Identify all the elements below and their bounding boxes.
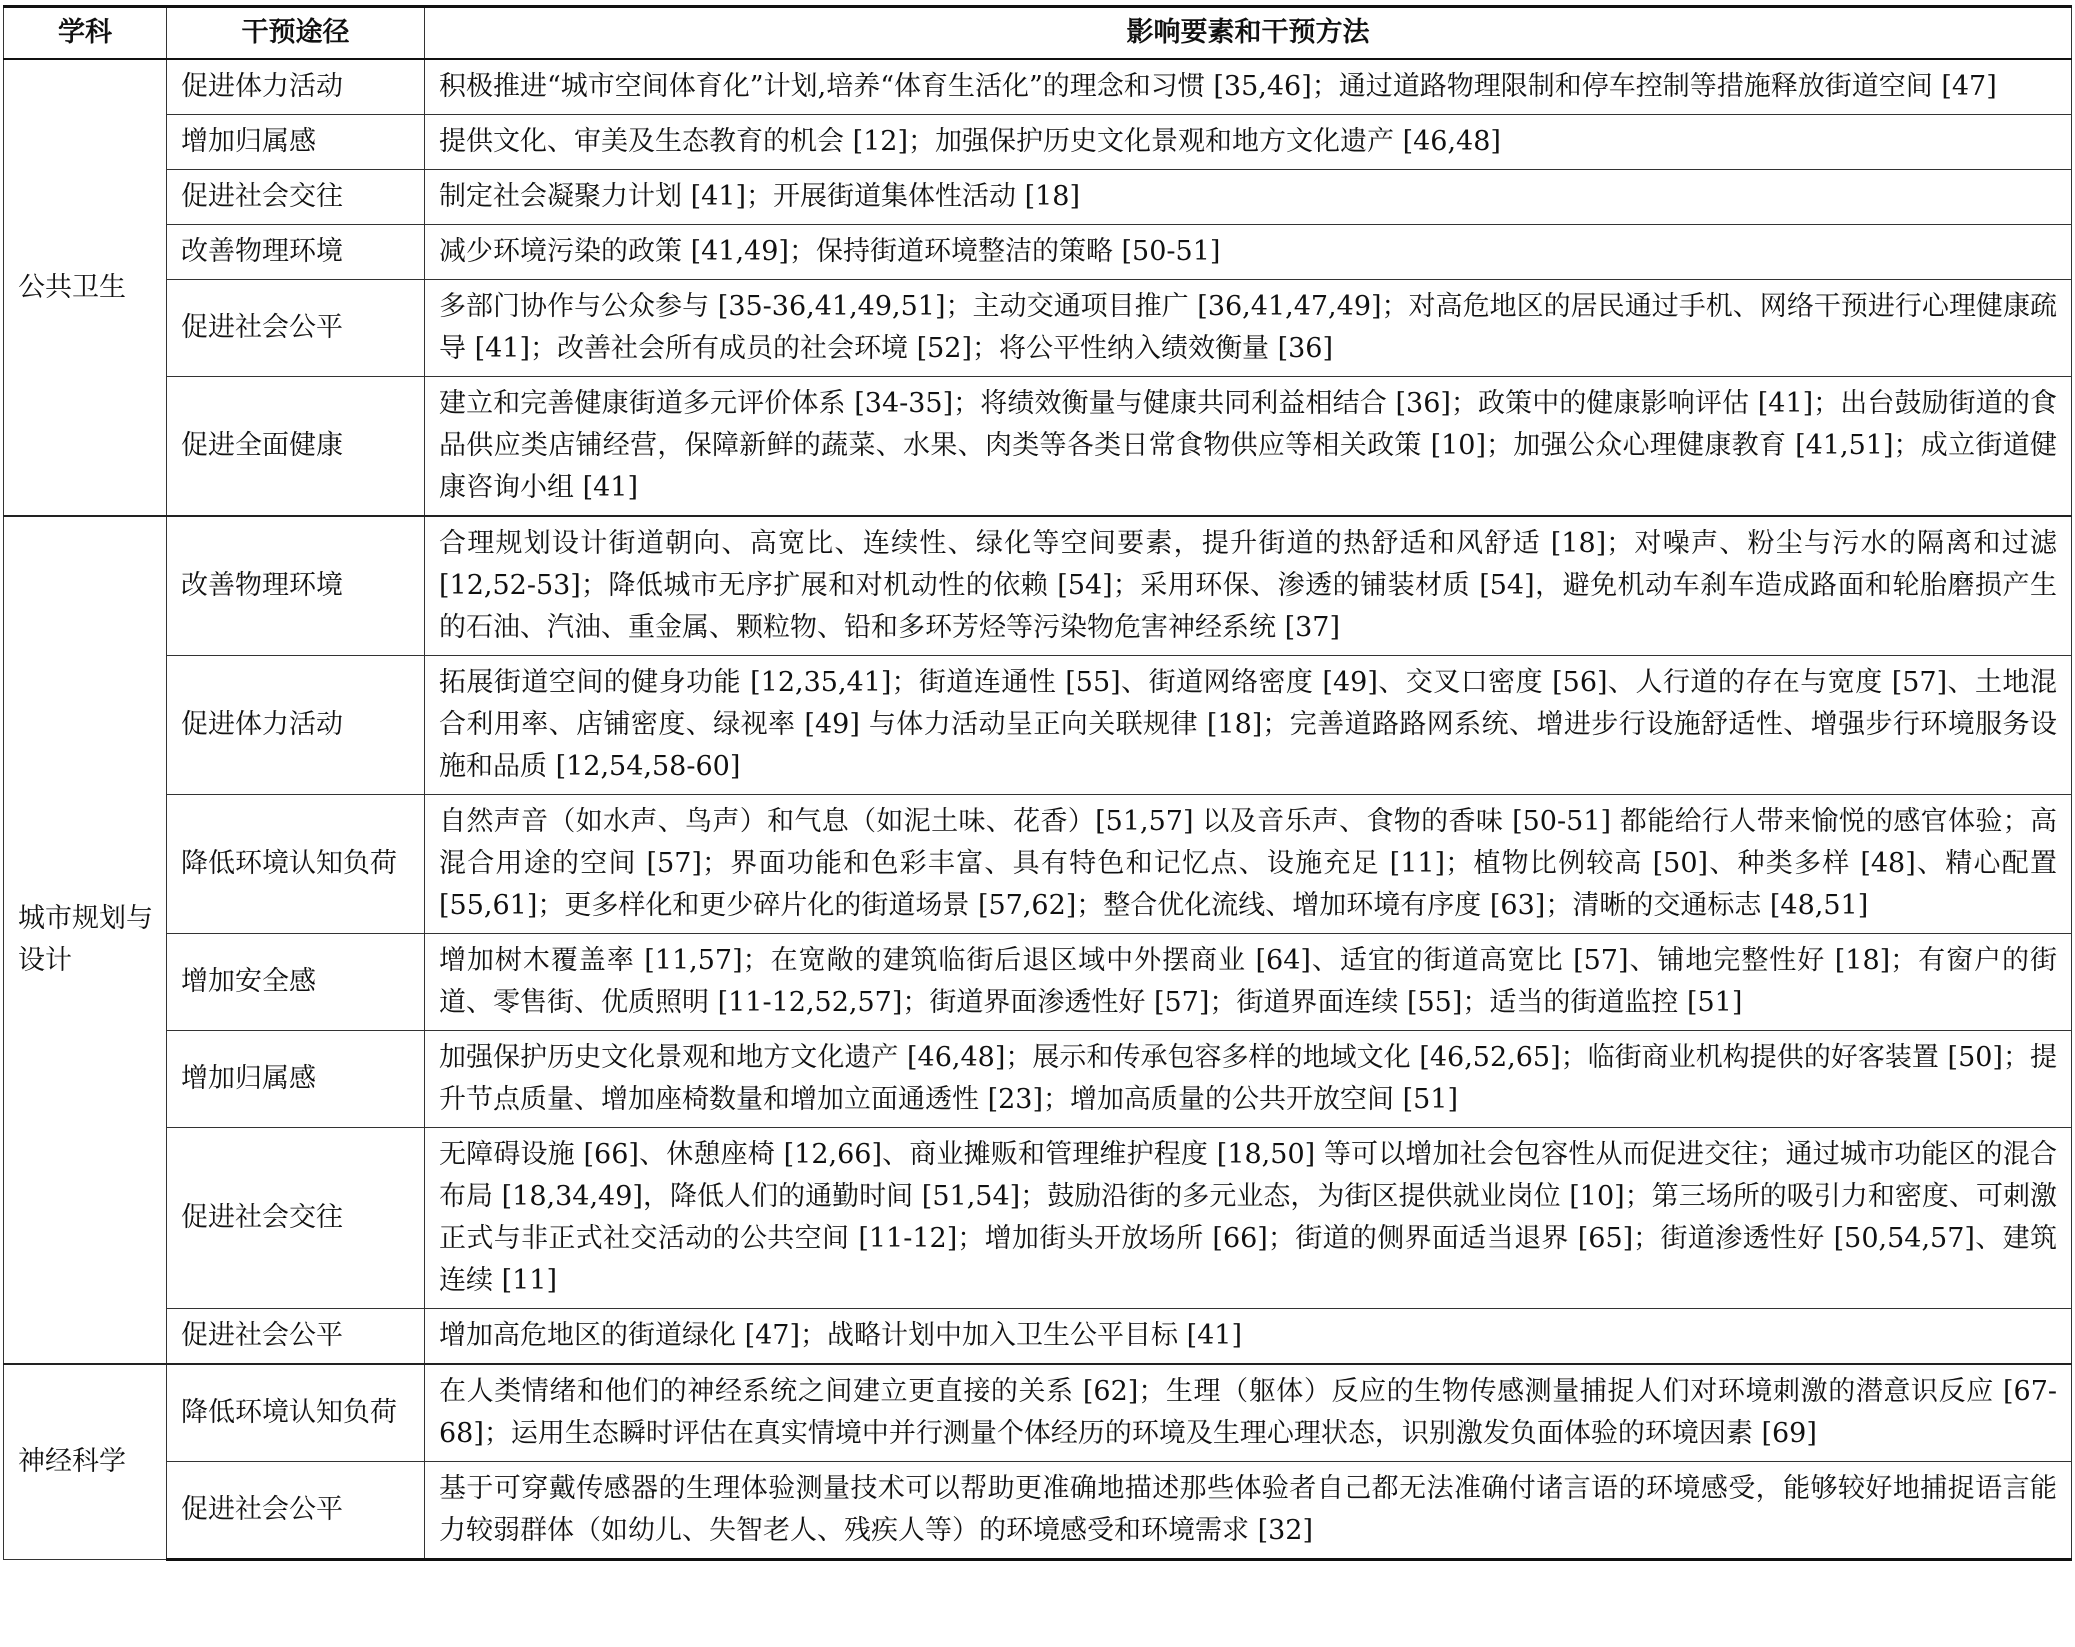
method-cell: 提供文化、审美及生态教育的机会 [12]；加强保护历史文化景观和地方文化遗产 [46,48] (425, 115, 2072, 170)
path-cell: 促进社会交往 (167, 170, 425, 225)
path-cell: 促进社会交往 (167, 1128, 425, 1309)
path-cell: 增加归属感 (167, 115, 425, 170)
path-cell: 促进社会公平 (167, 280, 425, 377)
table-row (4, 280, 2072, 377)
path-cell: 促进全面健康 (167, 377, 425, 517)
method-cell: 基于可穿戴传感器的生理体验测量技术可以帮助更准确地描述那些体验者自己都无法准确付诸言语的环境感受，能够较好地捕捉语言能力较弱群体（如幼儿、失智老人、残疾人等）的环境感受和环境需求 [32] (425, 1462, 2072, 1560)
method-cell: 减少环境污染的政策 [41,49]；保持街道环境整洁的策略 [50-51] (425, 225, 2072, 280)
table-row (4, 1462, 2072, 1560)
method-cell: 拓展街道空间的健身功能 [12,35,41]；街道连通性 [55]、街道网络密度 [49]、交叉口密度 [56]、人行道的存在与宽度 [57]、土地混合利用率、店铺密度、绿视率 [49] 与体力活动呈正向关联规律 [18]；完善道路路网系统、增进步行设施舒适性、增强步行环境服务设施和品质 [12,54,58-60] (425, 656, 2072, 795)
table-row (4, 115, 2072, 170)
table-row (4, 516, 2072, 656)
method-cell: 加强保护历史文化景观和地方文化遗产 [46,48]；展示和传承包容多样的地域文化 [46,52,65]；临街商业机构提供的好客装置 [50]；提升节点质量、增加座椅数量和增加立面通透性 [23]；增加高质量的公共开放空间 [51] (425, 1031, 2072, 1128)
header-intervention-path: 干预途径 (167, 7, 425, 60)
table-row (4, 934, 2072, 1031)
method-cell: 积极推进“城市空间体育化”计划,培养“体育生活化”的理念和习惯 [35,46]；通过道路物理限制和停车控制等措施释放街道空间 [47] (425, 59, 2072, 115)
discipline-cell: 公共卫生 (4, 59, 167, 516)
path-cell: 促进社会公平 (167, 1462, 425, 1560)
path-cell: 促进体力活动 (167, 656, 425, 795)
table-row (4, 1309, 2072, 1365)
header-factors-methods: 影响要素和干预方法 (425, 7, 2072, 60)
method-cell: 多部门协作与公众参与 [35-36,41,49,51]；主动交通项目推广 [36,41,47,49]；对高危地区的居民通过手机、网络干预进行心理健康疏导 [41]；改善社会所有成员的社会环境 [52]；将公平性纳入绩效衡量 [36] (425, 280, 2072, 377)
table-row (4, 1031, 2072, 1128)
path-cell: 降低环境认知负荷 (167, 795, 425, 934)
table-row (4, 795, 2072, 934)
method-cell: 建立和完善健康街道多元评价体系 [34-35]；将绩效衡量与健康共同利益相结合 [36]；政策中的健康影响评估 [41]；出台鼓励街道的食品供应类店铺经营，保障新鲜的蔬菜、水果、肉类等各类日常食物供应等相关政策 [10]；加强公众心理健康教育 [41,51]；成立街道健康咨询小组 [41] (425, 377, 2072, 517)
table-row (4, 656, 2072, 795)
table-row (4, 377, 2072, 517)
discipline-cell: 神经科学 (4, 1364, 167, 1560)
table-row (4, 1128, 2072, 1309)
method-cell: 自然声音（如水声、鸟声）和气息（如泥土味、花香）[51,57] 以及音乐声、食物的香味 [50-51] 都能给行人带来愉悦的感官体验；高混合用途的空间 [57]；界面功能和色彩丰富、具有特色和记忆点、设施充足 [11]；植物比例较高 [50]、种类多样 [48]、精心配置 [55,61]；更多样化和更少碎片化的街道场景 [57,62]；整合优化流线、增加环境有序度 [63]；清晰的交通标志 [48,51] (425, 795, 2072, 934)
path-cell: 改善物理环境 (167, 516, 425, 656)
path-cell: 降低环境认知负荷 (167, 1364, 425, 1462)
path-cell: 改善物理环境 (167, 225, 425, 280)
table-row (4, 1364, 2072, 1462)
path-cell: 促进体力活动 (167, 59, 425, 115)
intervention-table (3, 5, 2072, 1561)
method-cell: 制定社会凝聚力计划 [41]；开展街道集体性活动 [18] (425, 170, 2072, 225)
discipline-cell: 城市规划与设计 (4, 516, 167, 1364)
path-cell: 增加安全感 (167, 934, 425, 1031)
table-row (4, 225, 2072, 280)
method-cell: 在人类情绪和他们的神经系统之间建立更直接的关系 [62]；生理（躯体）反应的生物传感测量捕捉人们对环境刺激的潜意识反应 [67-68]；运用生态瞬时评估在真实情境中并行测量个体经历的环境及生理心理状态，识别激发负面体验的环境因素 [69] (425, 1364, 2072, 1462)
method-cell: 无障碍设施 [66]、休憩座椅 [12,66]、商业摊贩和管理维护程度 [18,50] 等可以增加社会包容性从而促进交往；通过城市功能区的混合布局 [18,34,49]，降低人们的通勤时间 [51,54]；鼓励沿街的多元业态，为街区提供就业岗位 [10]；第三场所的吸引力和密度、可刺激正式与非正式社交活动的公共空间 [11-12]；增加街头开放场所 [66]；街道的侧界面适当退界 [65]；街道渗透性好 [50,54,57]、建筑连续 [11] (425, 1128, 2072, 1309)
table-header-row (4, 7, 2072, 60)
header-discipline: 学科 (4, 7, 167, 60)
method-cell: 增加树木覆盖率 [11,57]；在宽敞的建筑临街后退区域中外摆商业 [64]、适宜的街道高宽比 [57]、铺地完整性好 [18]；有窗户的街道、零售街、优质照明 [11-12,52,57]；街道界面渗透性好 [57]；街道界面连续 [55]；适当的街道监控 [51] (425, 934, 2072, 1031)
table-row (4, 170, 2072, 225)
method-cell: 合理规划设计街道朝向、高宽比、连续性、绿化等空间要素，提升街道的热舒适和风舒适 [18]；对噪声、粉尘与污水的隔离和过滤 [12,52-53]；降低城市无序扩展和对机动性的依赖 [54]；采用环保、渗透的铺装材质 [54]，避免机动车刹车造成路面和轮胎磨损产生的石油、汽油、重金属、颗粒物、铅和多环芳烃等污染物危害神经系统 [37] (425, 516, 2072, 656)
method-cell: 增加高危地区的街道绿化 [47]；战略计划中加入卫生公平目标 [41] (425, 1309, 2072, 1365)
path-cell: 促进社会公平 (167, 1309, 425, 1365)
path-cell: 增加归属感 (167, 1031, 425, 1128)
table-row (4, 59, 2072, 115)
